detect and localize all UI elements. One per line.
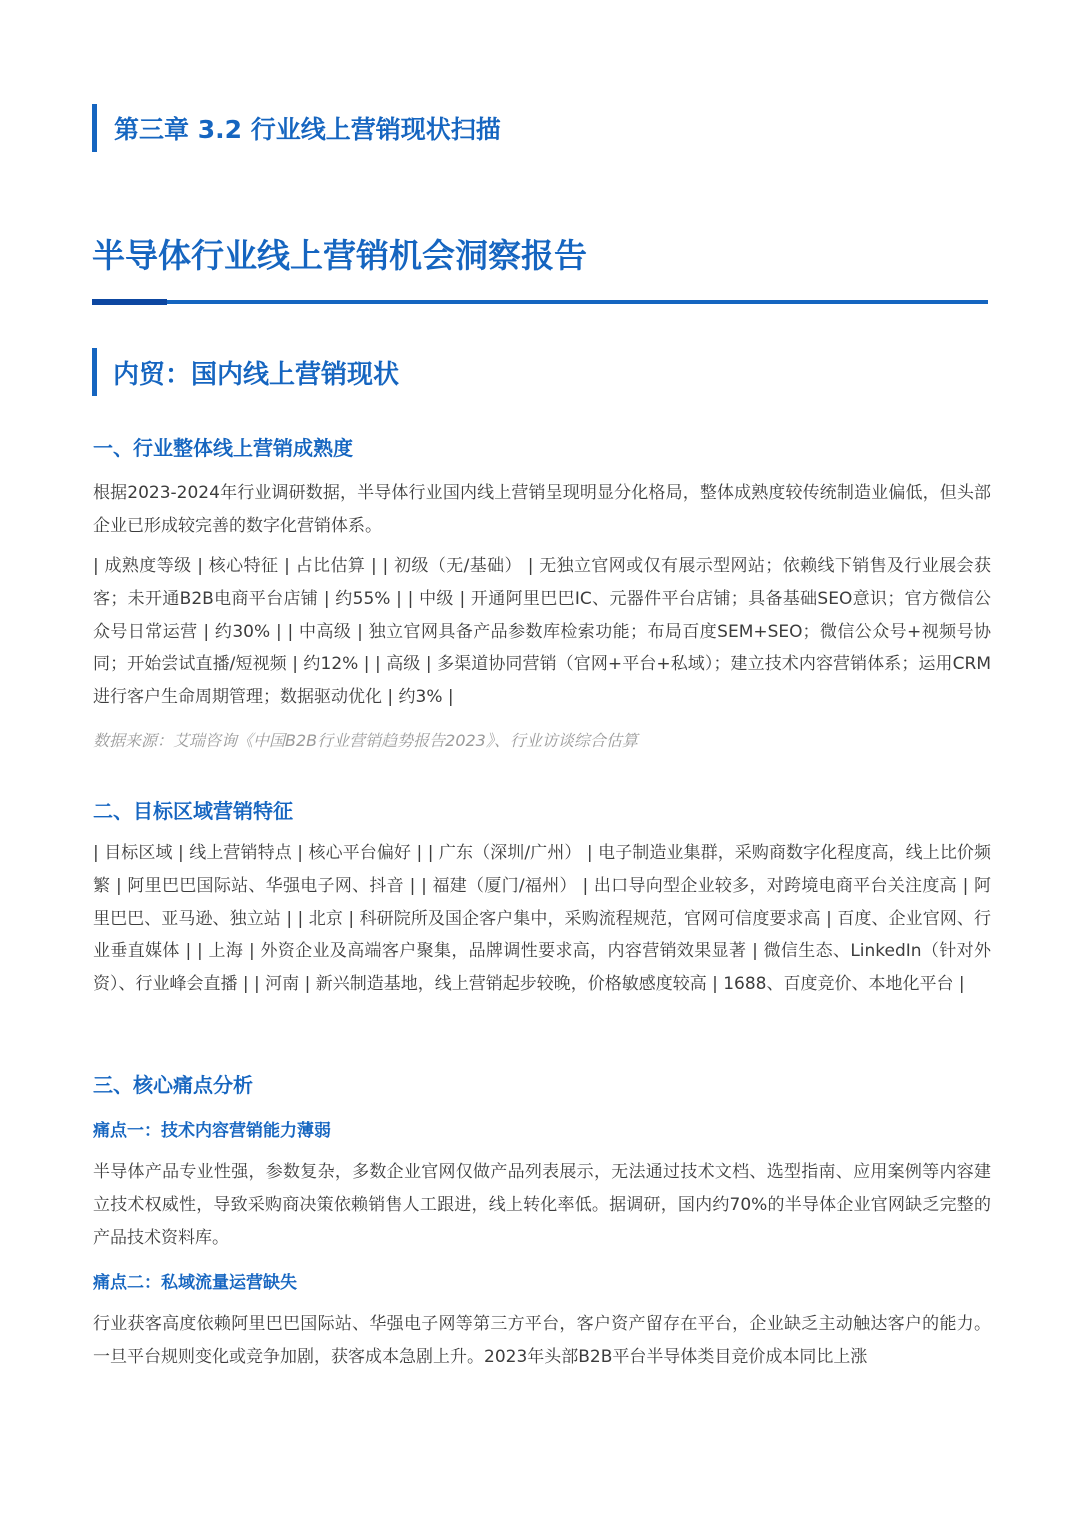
heading-pain-points: 三、核心痛点分析 (93, 1073, 253, 1097)
maturity-intro: 根据2023-2024年行业调研数据，半导体行业国内线上营销呈现明显分化格局，整体成熟度较传统制造业偏低，但头部企业已形成较完善的数字化营销体系。 (93, 483, 991, 536)
data-source-note: 数据来源：艾瑞咨询《中国B2B行业营销趋势报告2023》、行业访谈综合估算 (93, 731, 638, 750)
section-heading: 内贸：国内线上营销现状 (92, 348, 399, 396)
heading-regions: 二、目标区域营销特征 (93, 799, 293, 823)
title-divider-accent (92, 299, 167, 305)
title-divider (92, 300, 988, 304)
pain-point-2-title: 痛点二：私域流量运营缺失 (93, 1273, 297, 1293)
regions-table-text: | 目标区域 | 线上营销特点 | 核心平台偏好 | | 广东（深圳/广州） | 电子制造业集群，采购商数字化程度高，线上比价频繁 | 阿里巴巴国际站、华强电子网、抖音 | | 福建（厦门/福州） | 出口导向型企业较多，对跨境电商平台关注度高 | 阿里巴巴、亚马逊、独立站 | | 北京 | 科研院所及国企客户集中，采购流程规范，官网可信度要求高 | 百度、企业官网、行业垂直媒体 | | 上海 | 外资企业及高端客户聚集，品牌调性要求高，内容营销效果显著 | 微信生态、LinkedIn（针对外资）、行业峰会直播 | | 河南 | 新兴制造基地，线上营销起步较晚，价格敏感度较高 | 1688、百度竞价、本地化平台 | (93, 843, 991, 995)
maturity-table-text: | 成熟度等级 | 核心特征 | 占比估算 | | 初级（无/基础） | 无独立官网或仅有展示型网站；依赖线下销售及行业展会获客；未开通B2B电商平台店铺 | 约55% | | 中级 | 开通阿里巴巴IC、元器件平台店铺；具备基础SEO意识；官方微信公众号日常运营 | 约30% | | 中高级 | 独立官网具备产品参数库检索功能；布局百度SEM+SEO；微信公众号+视频号协同；开始尝试直播/短视频 | 约12% | | 高级 | 多渠道协同营销（官网+平台+私域）；建立技术内容营销体系；运用CRM进行客户生命周期管理；数据驱动优化 | 约3% | (93, 556, 991, 708)
pain-point-1-title: 痛点一：技术内容营销能力薄弱 (93, 1121, 331, 1141)
heading-maturity: 一、行业整体线上营销成熟度 (93, 436, 353, 460)
chapter-heading: 第三章 3.2 行业线上营销现状扫描 (92, 104, 501, 152)
report-title: 半导体行业线上营销机会洞察报告 (92, 236, 587, 275)
pain-point-2-text: 行业获客高度依赖阿里巴巴国际站、华强电子网等第三方平台，客户资产留存在平台，企业缺乏主动触达客户的能力。一旦平台规则变化或竞争加剧，获客成本急剧上升。2023年头部B2B平台半导体类目竞价成本同比上涨 (93, 1314, 991, 1367)
pain-point-1-text: 半导体产品专业性强，参数复杂，多数企业官网仅做产品列表展示，无法通过技术文档、选型指南、应用案例等内容建立技术权威性，导致采购商决策依赖销售人工跟进，线上转化率低。据调研，国内约70%的半导体企业官网缺乏完整的产品技术资料库。 (93, 1162, 991, 1248)
